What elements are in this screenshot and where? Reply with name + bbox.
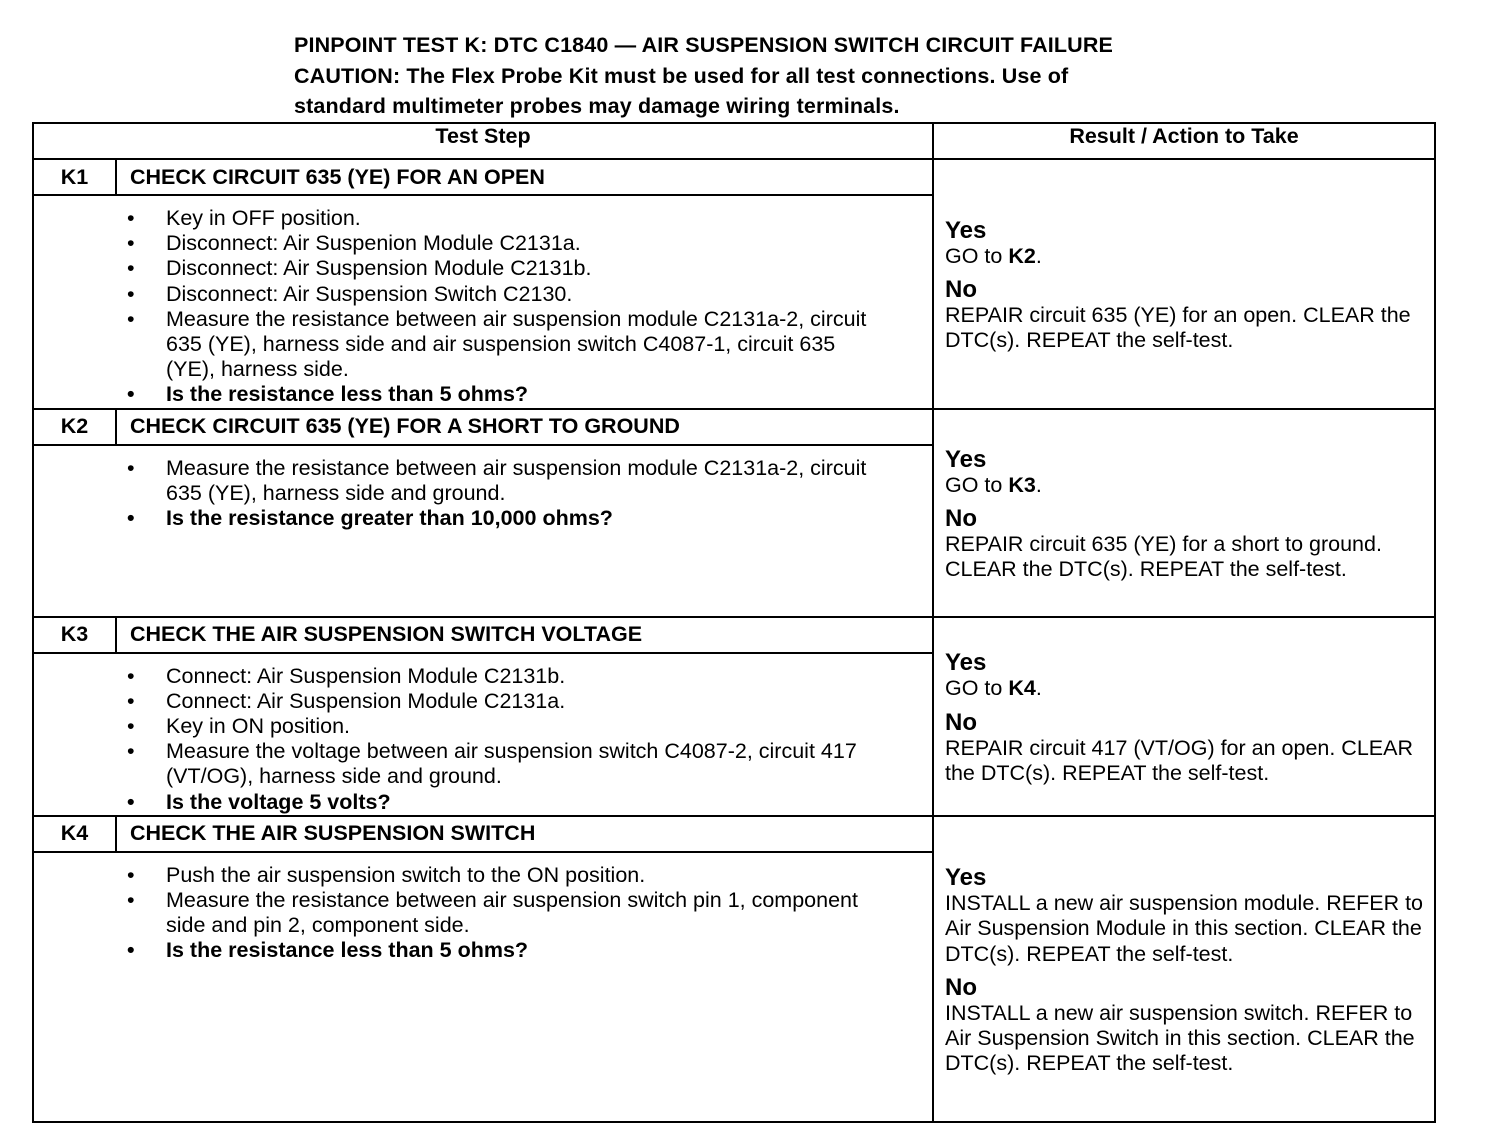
step-title: CHECK CIRCUIT 635 (YE) FOR A SHORT TO GROUND [116, 409, 933, 445]
step-id: K1 [33, 159, 116, 195]
bullet: • [127, 455, 135, 480]
step-instruction [33, 206, 932, 231]
bullet: • [127, 382, 135, 407]
step-instruction [33, 714, 932, 739]
yes-action-tail: . [1035, 676, 1042, 701]
bullet: • [127, 231, 135, 256]
step-id: K2 [33, 409, 116, 445]
instruction-text: Connect: Air Suspension Module C2131b. [166, 663, 566, 688]
step-instructions [116, 195, 933, 409]
step-title: CHECK THE AIR SUSPENSION SWITCH VOLTAGE [116, 617, 933, 653]
table-header-row [33, 123, 1435, 159]
instruction-text: Measure the resistance between air suspension module C2131a-2, circuit 635 (YE), harness side and ground. [166, 455, 867, 505]
instruction-text: Measure the resistance between air suspension switch pin 1, component side and pin 2, component side. [166, 888, 858, 938]
bullet: • [127, 306, 135, 331]
step-title-row [33, 617, 1435, 653]
yes-action-text: GO to [945, 472, 1009, 497]
step-id: K3 [33, 617, 116, 653]
bullet: • [127, 714, 135, 739]
step-instruction [33, 790, 932, 815]
step-title-row [33, 159, 1435, 195]
bullet: • [127, 938, 135, 963]
bullet: • [127, 256, 135, 281]
step-result [933, 409, 1435, 617]
instruction-text: Is the resistance less than 5 ohms? [166, 938, 529, 963]
step-instruction [33, 506, 932, 531]
step-result [933, 617, 1435, 816]
step-title: CHECK THE AIR SUSPENSION SWITCH [116, 816, 933, 852]
pinpoint-test-table [32, 122, 1436, 1123]
instruction-text: Connect: Air Suspension Module C2131a. [166, 688, 566, 713]
bullet: • [127, 688, 135, 713]
step-instructions [116, 445, 933, 617]
step-instructions [116, 653, 933, 816]
no-label: No [945, 505, 977, 533]
yes-action [945, 244, 1434, 269]
instruction-text: Disconnect: Air Suspension Switch C2130. [166, 281, 573, 306]
page-header [294, 30, 1294, 122]
bullet: • [127, 506, 135, 531]
test-title: PINPOINT TEST K: DTC C1840 — AIR SUSPENSION SWITCH CIRCUIT FAILURE [294, 33, 1114, 57]
yes-label: Yes [945, 445, 987, 473]
instruction-text: Measure the voltage between air suspension switch C4087-2, circuit 417 (VT/OG), harness side and ground. [166, 739, 857, 789]
step-instruction [33, 689, 932, 714]
step-result [933, 816, 1435, 1122]
step-id: K4 [33, 816, 116, 852]
instruction-text: Disconnect: Air Suspension Module C2131b. [166, 256, 592, 281]
no-action: REPAIR circuit 417 (VT/OG) for an open. CLEAR the DTC(s). REPEAT the self-test. [945, 735, 1413, 785]
caution-line-2: standard multimeter probes may damage wiring terminals. [294, 94, 900, 118]
instruction-text: Disconnect: Air Suspenion Module C2131a. [166, 231, 581, 256]
step-instruction [33, 863, 932, 888]
step-instruction [33, 456, 932, 506]
yes-label: Yes [945, 864, 987, 892]
bullet: • [127, 206, 135, 230]
step-title-row [33, 409, 1435, 445]
yes-action [945, 473, 1434, 498]
no-action: REPAIR circuit 635 (YE) for an open. CLEAR the DTC(s). REPEAT the self-test. [945, 303, 1411, 353]
yes-action-step-ref: K3 [1008, 472, 1036, 497]
yes-action-text: GO to [945, 676, 1009, 701]
yes-action-text: INSTALL a new air suspension module. REFER to Air Suspension Module in this section. CLEAR the DTC(s). REPEAT the self-test. [945, 891, 1423, 966]
step-instructions [116, 852, 933, 1122]
test-steps [33, 159, 1435, 1122]
step-instruction [33, 888, 932, 938]
bullet: • [127, 739, 135, 764]
instruction-text: Key in OFF position. [166, 206, 361, 230]
column-header-test-step: Test Step [33, 123, 933, 159]
no-action: REPAIR circuit 635 (YE) for a short to ground. CLEAR the DTC(s). REPEAT the self-test. [945, 532, 1382, 582]
instruction-text: Key in ON position. [166, 714, 351, 739]
yes-action-tail: . [1035, 472, 1042, 497]
step-instruction [33, 739, 932, 789]
step-title: CHECK CIRCUIT 635 (YE) FOR AN OPEN [116, 159, 933, 195]
step-instruction [33, 938, 932, 963]
bullet: • [127, 281, 135, 306]
step-result [933, 159, 1435, 409]
step-title-row [33, 816, 1435, 852]
no-label: No [945, 708, 977, 736]
instruction-text: Is the resistance less than 5 ohms? [166, 382, 529, 407]
step-instruction [33, 307, 932, 383]
column-header-result: Result / Action to Take [933, 123, 1435, 159]
bullet: • [127, 663, 135, 688]
no-action: INSTALL a new air suspension switch. REFER to Air Suspension Switch in this section. CLEAR the DTC(s). REPEAT the self-test. [945, 1000, 1415, 1076]
caution-line-1: CAUTION: The Flex Probe Kit must be used for all test connections. Use of [294, 63, 1069, 88]
instruction-text: Measure the resistance between air suspension module C2131a-2, circuit 635 (YE), harness side and air suspension switch C4087-1, circuit 635 (YE), harness side. [166, 306, 867, 382]
yes-action [945, 891, 1434, 967]
yes-action [945, 676, 1434, 701]
yes-action-step-ref: K4 [1008, 676, 1036, 701]
bullet: • [127, 862, 135, 887]
instruction-text: Is the voltage 5 volts? [166, 789, 391, 814]
instruction-text: Push the air suspension switch to the ON position. [166, 862, 646, 887]
no-label: No [945, 276, 977, 304]
step-instruction [33, 282, 932, 307]
step-instruction [33, 664, 932, 689]
yes-action-tail: . [1035, 244, 1042, 268]
yes-label: Yes [945, 649, 987, 677]
no-label: No [945, 973, 977, 1001]
step-instruction [33, 256, 932, 281]
instruction-text: Is the resistance greater than 10,000 ohms? [166, 506, 613, 531]
step-instruction [33, 382, 932, 407]
step-instruction [33, 231, 932, 256]
bullet: • [127, 888, 135, 913]
yes-action-step-ref: K2 [1008, 244, 1036, 268]
yes-label: Yes [945, 217, 987, 244]
yes-action-text: GO to [945, 244, 1009, 268]
bullet: • [127, 789, 135, 814]
